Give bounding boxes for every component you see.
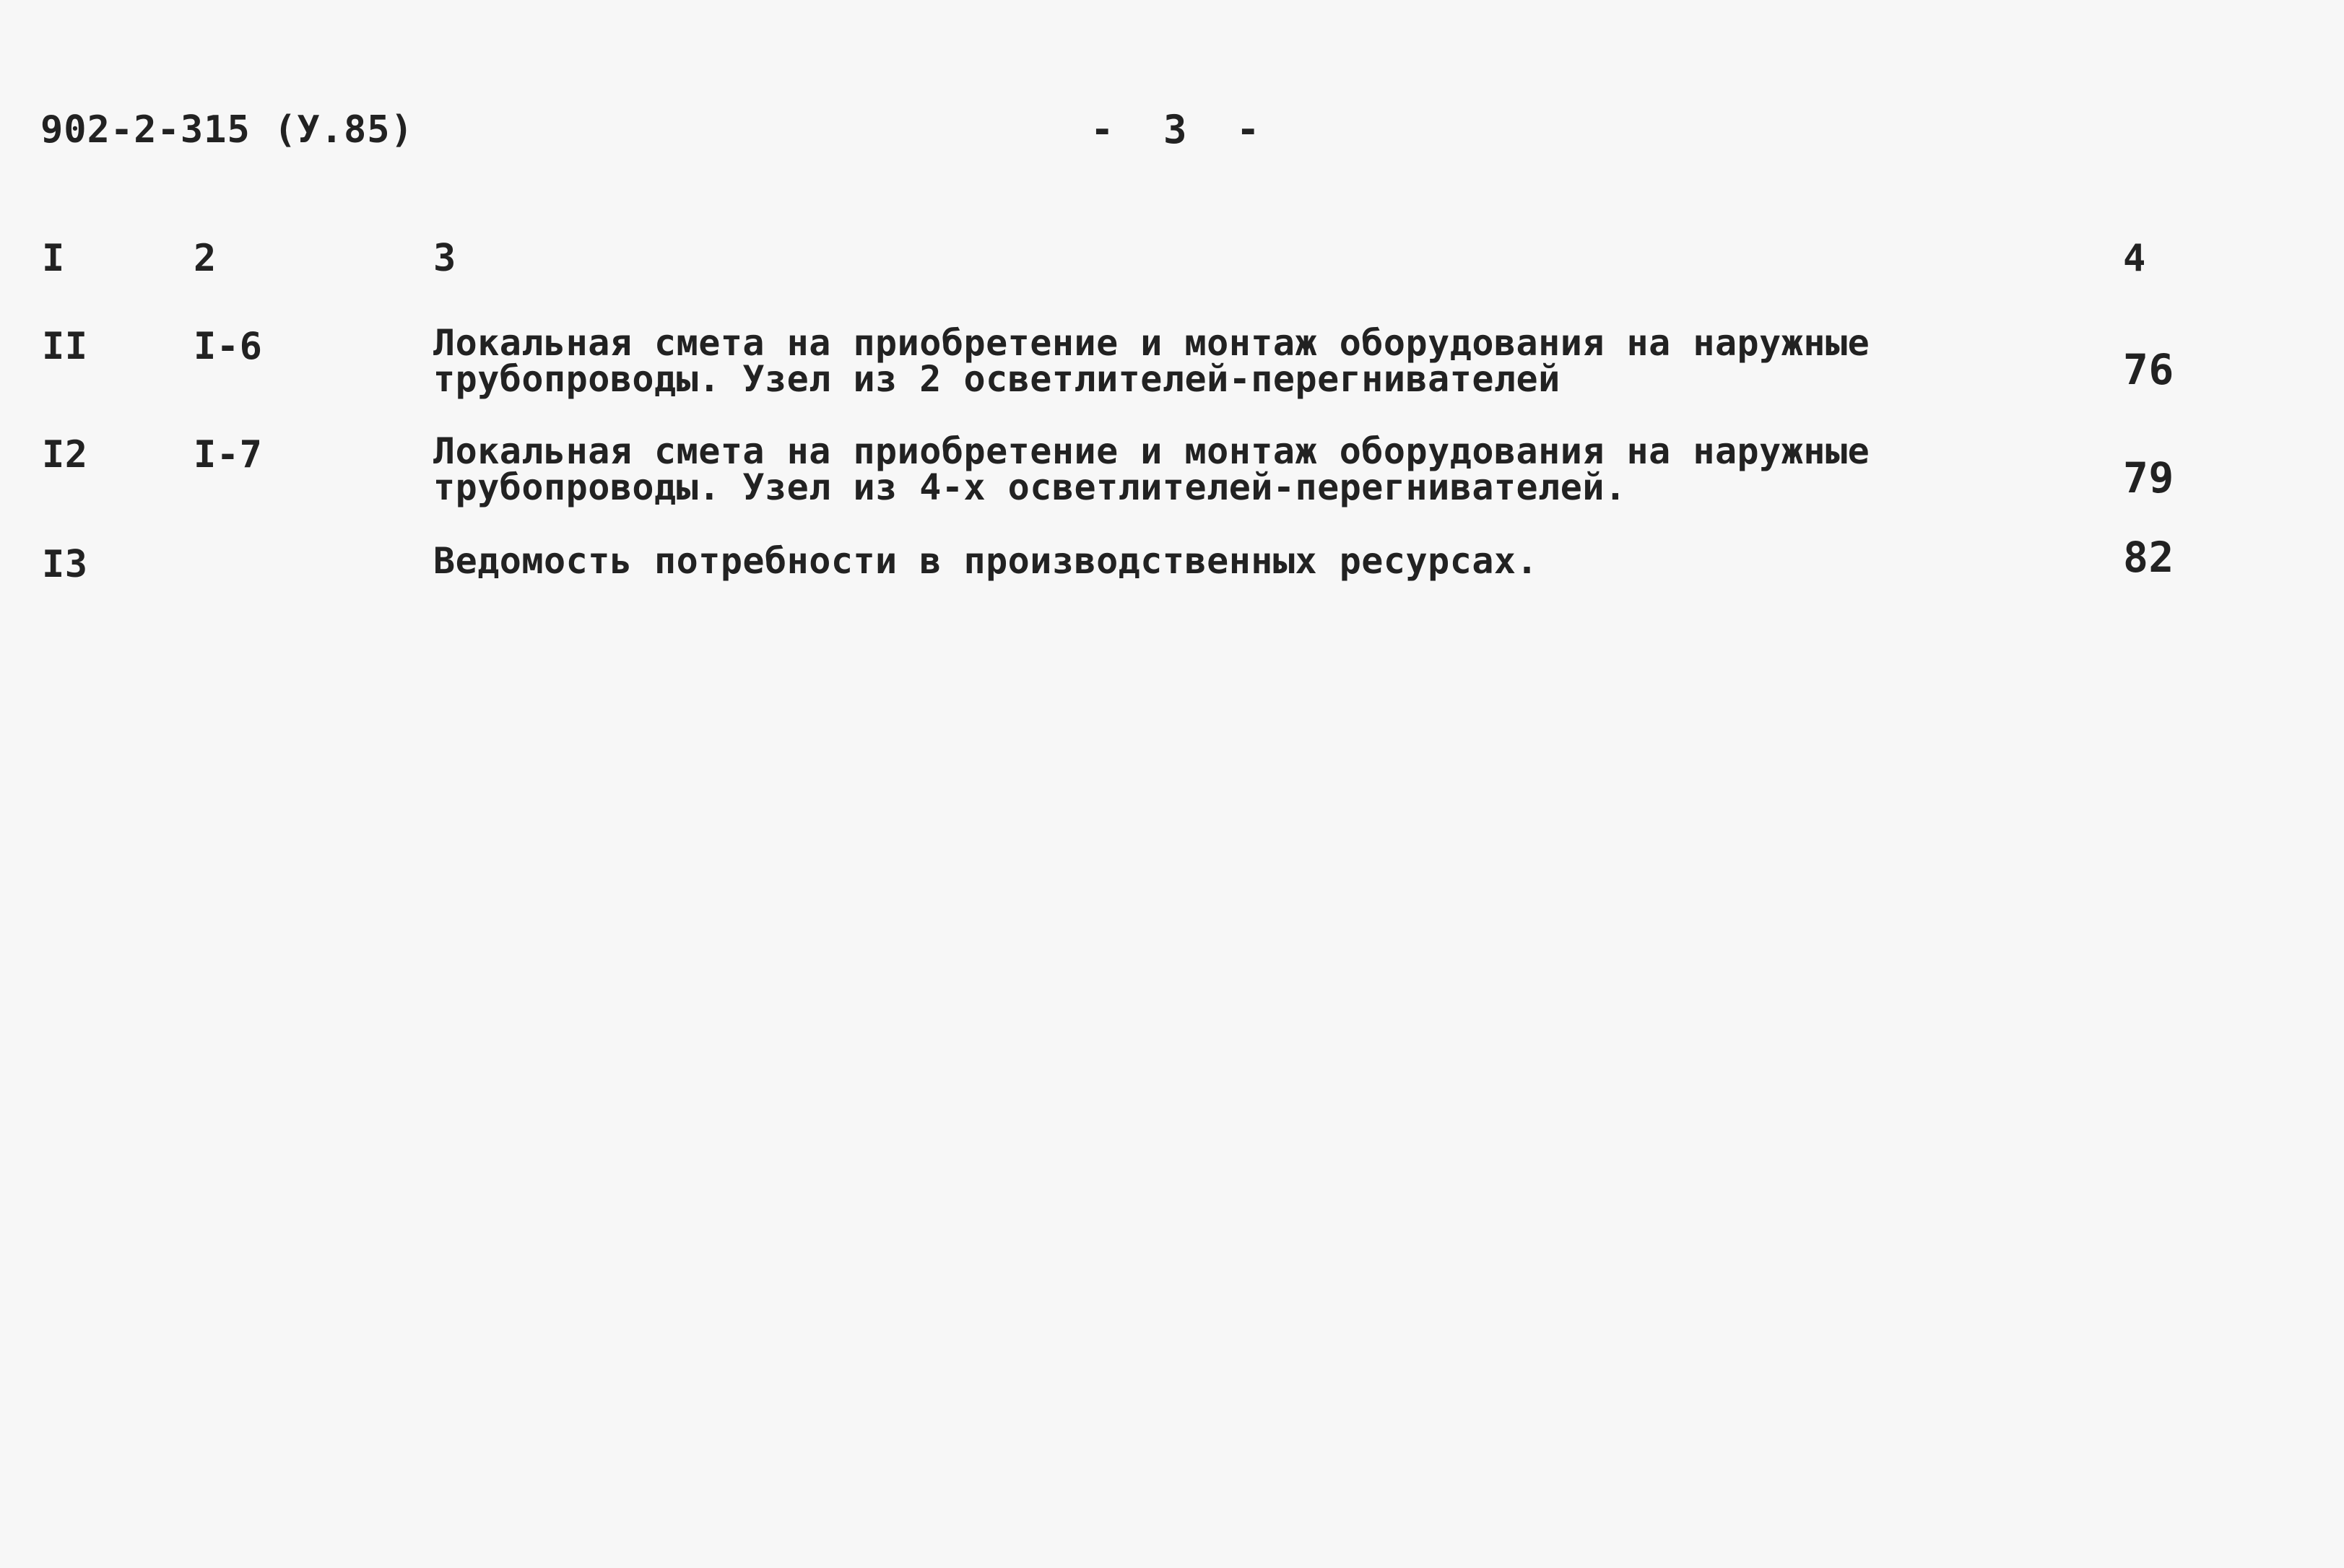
row-description [433,540,1921,582]
column-header-1: I [42,237,65,280]
row-page-number: 82 [2123,533,2174,582]
column-header-4: 4 [2123,237,2146,280]
row-description-line: трубопроводы. Узел из 2 осветлителей-перегнивателей [433,358,1561,400]
row-reference: I-7 [194,433,263,476]
row-reference: I-6 [194,325,263,368]
row-description [433,430,1921,508]
row-description-line: Локальная смета на приобретение и монтаж оборудования на наружные [433,322,1870,364]
row-number: I3 [42,543,88,586]
document-code: 902-2-315 (У.85) [40,108,414,152]
row-number: I2 [42,433,88,476]
page-number: - 3 - [1090,107,1273,152]
column-header-2: 2 [194,237,217,280]
row-description-line: Ведомость потребности в производственных ресурсах. [433,540,1539,582]
row-description-line: Локальная смета на приобретение и монтаж оборудования на наружные [433,430,1870,472]
row-number: II [42,325,88,368]
row-page-number: 76 [2123,345,2174,394]
row-description-line: трубопроводы. Узел из 4-х осветлителей-перегнивателей. [433,466,1627,508]
column-header-3: 3 [433,237,456,280]
row-page-number: 79 [2123,453,2174,502]
row-description [433,322,1921,400]
